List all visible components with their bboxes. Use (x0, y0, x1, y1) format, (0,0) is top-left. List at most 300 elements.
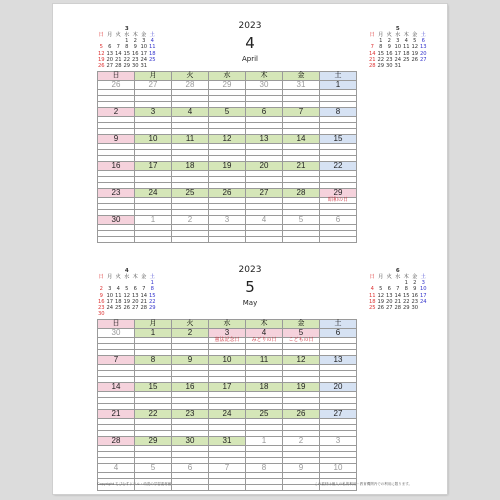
mini-weekday: 土 (149, 274, 155, 280)
mini-day: 28 (140, 305, 148, 312)
mini-day: 20 (106, 56, 114, 63)
mini-day: 15 (377, 50, 385, 57)
mini-day: 21 (394, 298, 402, 305)
mini-day: 13 (385, 292, 393, 299)
month-grid (97, 319, 357, 491)
mini-day: 11 (402, 44, 410, 51)
mini-day: 18 (148, 50, 156, 57)
mini-day: 7 (116, 44, 120, 51)
mini-day (419, 63, 428, 69)
day-cell[interactable]: 5 (283, 216, 320, 225)
day-cell[interactable]: 11 (246, 356, 283, 365)
day-cell[interactable]: 4 (98, 464, 135, 473)
day-cell[interactable]: 6 (320, 216, 357, 225)
mini-day: 13 (131, 292, 139, 299)
week-row (98, 108, 357, 117)
day-cell[interactable]: 27 (246, 189, 283, 198)
mini-weekday: 金 (141, 32, 147, 38)
day-cell[interactable]: 31 (283, 81, 320, 90)
mini-day: 9 (413, 286, 417, 293)
mini-day: 17 (106, 298, 114, 305)
year-label: 2023 (238, 265, 262, 275)
mini-weekday: 土 (420, 32, 426, 38)
mini-weekday: 水 (124, 274, 130, 280)
day-cell[interactable]: 27 (135, 81, 172, 90)
day-cell[interactable]: 7 (98, 356, 135, 365)
day-cell[interactable]: 22 (320, 162, 357, 171)
week-row (98, 162, 357, 171)
day-cell[interactable]: 1 (246, 437, 283, 446)
day-cell[interactable]: 8 (320, 108, 357, 117)
mini-day: 10 (419, 286, 427, 293)
mini-weekday: 月 (378, 274, 384, 280)
memo-line[interactable] (320, 237, 357, 243)
day-cell[interactable]: 13 (246, 135, 283, 144)
mini-weekday: 金 (141, 274, 147, 280)
day-cell[interactable]: 2 (172, 329, 209, 338)
day-cell[interactable]: 16 (172, 383, 209, 392)
mini-day: 20 (419, 50, 427, 57)
mini-day: 29 (402, 305, 410, 312)
week-row (98, 437, 357, 446)
month-english: May (242, 299, 258, 307)
mini-day: 4 (150, 38, 154, 45)
day-cell[interactable]: 10 (209, 356, 246, 365)
mini-day (148, 63, 157, 69)
day-cell[interactable]: 25 (172, 189, 209, 198)
weekday-header: 金 (283, 72, 320, 81)
mini-day (411, 63, 420, 69)
mini-calendar-title: 5 (395, 26, 400, 32)
day-cell[interactable]: 27 (320, 410, 357, 419)
mini-day: 8 (379, 44, 383, 51)
mini-day (131, 311, 140, 317)
mini-day: 9 (133, 44, 137, 51)
day-cell[interactable]: 5 (209, 108, 246, 117)
day-cell[interactable]: 17 (209, 383, 246, 392)
mini-day: 23 (131, 56, 139, 63)
mini-day: 20 (131, 298, 139, 305)
week-row (98, 410, 357, 419)
mini-day: 12 (377, 292, 385, 299)
mini-day: 23 (385, 56, 393, 63)
mini-day: 2 (99, 286, 103, 293)
day-cell[interactable]: 21 (98, 410, 135, 419)
mini-day: 12 (123, 292, 131, 299)
mini-weekday: 月 (107, 274, 113, 280)
day-cell[interactable]: 6 (320, 329, 357, 338)
mini-day: 14 (394, 292, 402, 299)
mini-day: 1 (125, 38, 129, 45)
mini-day: 3 (421, 280, 425, 287)
mini-day: 6 (133, 286, 137, 293)
mini-day: 9 (387, 44, 391, 51)
weekday-header: 木 (246, 72, 283, 81)
mini-day: 25 (402, 56, 410, 63)
day-cell[interactable]: 14 (98, 383, 135, 392)
mini-day: 2 (133, 38, 137, 45)
day-cell[interactable]: 6 (246, 108, 283, 117)
day-cell[interactable]: 29 (209, 81, 246, 90)
weekday-header: 月 (135, 72, 172, 81)
day-cell[interactable]: 23 (98, 189, 135, 198)
day-cell[interactable]: 19 (209, 162, 246, 171)
mini-day: 3 (396, 38, 400, 45)
mini-day: 11 (148, 44, 156, 51)
weekday-header: 月 (135, 320, 172, 329)
mini-day: 4 (404, 38, 408, 45)
mini-day: 5 (413, 38, 417, 45)
calendar-page (53, 4, 447, 494)
mini-day: 28 (394, 305, 402, 312)
mini-weekday: 日 (98, 274, 104, 280)
mini-day: 17 (140, 50, 148, 57)
year-label: 2023 (238, 21, 262, 31)
day-cell[interactable]: 25 (246, 410, 283, 419)
mini-day: 21 (114, 56, 122, 63)
mini-day: 16 (97, 298, 105, 305)
day-cell[interactable]: 30 (98, 329, 135, 338)
mini-day: 27 (131, 305, 139, 312)
week-row (98, 189, 357, 198)
memo-line[interactable] (135, 237, 172, 243)
weekday-header: 水 (209, 320, 246, 329)
mini-day: 6 (421, 38, 425, 45)
mini-day: 27 (385, 305, 393, 312)
mini-day: 10 (140, 44, 148, 51)
month-number: 4 (245, 34, 255, 52)
mini-day: 17 (394, 50, 402, 57)
day-cell[interactable]: 24 (209, 410, 246, 419)
month-number: 5 (245, 278, 255, 296)
mini-day: 14 (114, 50, 122, 57)
day-cell[interactable]: 3 (209, 216, 246, 225)
day-cell[interactable]: 26 (98, 81, 135, 90)
day-cell[interactable]: 28 (172, 81, 209, 90)
day-cell[interactable]: 26 (209, 189, 246, 198)
mini-day: 21 (368, 56, 376, 63)
mini-day: 14 (368, 50, 376, 57)
day-cell[interactable]: 29 (135, 437, 172, 446)
mini-day: 15 (402, 292, 410, 299)
mini-day: 17 (419, 292, 427, 299)
mini-day: 31 (140, 63, 148, 70)
weekday-header: 日 (98, 320, 135, 329)
mini-day: 30 (97, 311, 105, 318)
mini-day (148, 311, 157, 317)
day-cell[interactable]: 3 (209, 329, 246, 338)
day-cell[interactable]: 28 (283, 189, 320, 198)
mini-day: 3 (108, 286, 112, 293)
mini-day: 15 (123, 50, 131, 57)
mini-day: 19 (123, 298, 131, 305)
mini-day: 5 (379, 286, 383, 293)
memo-line[interactable] (209, 237, 246, 243)
mini-day: 28 (114, 63, 122, 70)
mini-day: 29 (377, 63, 385, 70)
weekday-header: 火 (172, 72, 209, 81)
mini-weekday: 日 (369, 274, 375, 280)
memo-line[interactable] (98, 237, 135, 243)
month-grid (97, 71, 357, 243)
mini-day: 26 (377, 305, 385, 312)
day-cell[interactable]: 6 (172, 464, 209, 473)
mini-day: 10 (394, 44, 402, 51)
mini-weekday: 日 (98, 32, 104, 38)
day-cell[interactable]: 2 (98, 108, 135, 117)
mini-weekday: 木 (132, 32, 138, 38)
mini-day: 13 (419, 44, 427, 51)
mini-day: 22 (377, 56, 385, 63)
day-cell[interactable]: 19 (283, 383, 320, 392)
mini-day: 25 (114, 305, 122, 312)
mini-calendar-row (97, 311, 157, 317)
mini-day: 30 (131, 63, 139, 70)
day-cell[interactable]: 4 (172, 108, 209, 117)
mini-day: 16 (411, 292, 419, 299)
day-cell[interactable]: 12 (209, 135, 246, 144)
mini-day: 18 (402, 50, 410, 57)
weekday-header: 金 (283, 320, 320, 329)
weekday-header: 日 (98, 72, 135, 81)
mini-calendar-row (368, 63, 428, 69)
day-cell[interactable]: 31 (209, 437, 246, 446)
mini-day: 1 (150, 280, 154, 287)
mini-weekday: 火 (115, 32, 121, 38)
mini-day: 1 (379, 38, 383, 45)
mini-day: 3 (142, 38, 146, 45)
memo-line[interactable] (172, 237, 209, 243)
mini-weekday: 金 (412, 274, 418, 280)
day-cell[interactable]: 20 (246, 162, 283, 171)
month-english: April (242, 55, 258, 63)
day-cell[interactable]: 14 (283, 135, 320, 144)
mini-weekday: 金 (412, 32, 418, 38)
day-cell[interactable]: 17 (135, 162, 172, 171)
mini-day: 26 (411, 56, 419, 63)
week-row (98, 464, 357, 473)
week-row (98, 216, 357, 225)
day-cell[interactable]: 8 (135, 356, 172, 365)
footer (97, 482, 412, 487)
month-header (53, 21, 447, 63)
mini-day: 18 (368, 298, 376, 305)
mini-day: 24 (140, 56, 148, 63)
day-cell[interactable]: 7 (283, 108, 320, 117)
day-cell[interactable]: 30 (98, 216, 135, 225)
week-row (98, 81, 357, 90)
mini-day: 29 (148, 305, 156, 312)
holiday-note: みどりの日 (246, 338, 283, 344)
mini-weekday: 火 (386, 32, 392, 38)
holiday-note: 憲法記念日 (209, 338, 246, 344)
day-cell[interactable]: 16 (98, 162, 135, 171)
day-cell[interactable]: 2 (283, 437, 320, 446)
day-cell[interactable]: 21 (283, 162, 320, 171)
mini-day: 4 (116, 286, 120, 293)
weekday-header: 火 (172, 320, 209, 329)
mini-weekday: 火 (115, 274, 121, 280)
mini-day (402, 63, 411, 69)
day-cell[interactable]: 1 (135, 329, 172, 338)
mini-day: 25 (148, 56, 156, 63)
mini-calendar-row (97, 63, 157, 69)
mini-day: 18 (114, 298, 122, 305)
mini-weekday: 水 (395, 32, 401, 38)
day-cell[interactable]: 18 (246, 383, 283, 392)
copyright-text: Copyright ちびむすドリル・幼児の学習素材館 (97, 482, 172, 486)
mini-day: 31 (394, 63, 402, 70)
weekday-header: 土 (320, 72, 357, 81)
day-cell[interactable]: 24 (135, 189, 172, 198)
weekday-header: 木 (246, 320, 283, 329)
day-cell[interactable]: 2 (172, 216, 209, 225)
mini-calendar-title: 4 (124, 268, 129, 274)
day-cell[interactable]: 15 (135, 383, 172, 392)
mini-day: 19 (97, 56, 105, 63)
mini-day (140, 311, 149, 317)
mini-weekday: 月 (107, 32, 113, 38)
mini-day: 12 (411, 44, 419, 51)
mini-day: 8 (150, 286, 154, 293)
mini-calendar-title: 6 (395, 268, 400, 274)
day-cell[interactable]: 10 (320, 464, 357, 473)
day-cell[interactable]: 7 (209, 464, 246, 473)
holiday-note: こどもの日 (283, 338, 320, 344)
mini-day: 15 (148, 292, 156, 299)
day-cell[interactable]: 3 (135, 108, 172, 117)
day-cell[interactable]: 29 (320, 189, 357, 198)
mini-day: 24 (419, 298, 427, 305)
mini-weekday: 日 (369, 32, 375, 38)
mini-day: 30 (411, 305, 419, 312)
mini-day: 16 (385, 50, 393, 57)
mini-day: 6 (108, 44, 112, 51)
mini-weekday: 木 (132, 274, 138, 280)
mini-day: 8 (404, 286, 408, 293)
mini-day: 7 (396, 286, 400, 293)
mini-weekday: 月 (378, 32, 384, 38)
mini-day (114, 311, 123, 317)
day-cell[interactable]: 18 (172, 162, 209, 171)
mini-day: 22 (148, 298, 156, 305)
mini-weekday: 火 (386, 274, 392, 280)
mini-day: 10 (106, 292, 114, 299)
mini-day: 7 (142, 286, 146, 293)
day-cell[interactable]: 22 (135, 410, 172, 419)
day-cell[interactable]: 4 (246, 329, 283, 338)
memo-line[interactable] (283, 237, 320, 243)
day-cell[interactable]: 1 (320, 81, 357, 90)
mini-day: 7 (370, 44, 374, 51)
day-cell[interactable]: 26 (283, 410, 320, 419)
day-cell[interactable]: 12 (283, 356, 320, 365)
day-cell[interactable]: 5 (135, 464, 172, 473)
memo-row (98, 237, 357, 243)
mini-day: 2 (413, 280, 417, 287)
day-cell[interactable]: 3 (320, 437, 357, 446)
mini-day: 27 (106, 63, 114, 70)
memo-line[interactable] (246, 237, 283, 243)
mini-weekday: 水 (395, 274, 401, 280)
weekday-header: 土 (320, 320, 357, 329)
week-row (98, 356, 357, 365)
mini-day: 13 (106, 50, 114, 57)
mini-day: 14 (140, 292, 148, 299)
mini-day: 1 (404, 280, 408, 287)
day-cell[interactable]: 28 (98, 437, 135, 446)
mini-day (123, 311, 132, 317)
day-cell[interactable]: 9 (172, 356, 209, 365)
mini-day: 2 (387, 38, 391, 45)
month-header (53, 265, 447, 307)
week-row (98, 135, 357, 144)
mini-weekday: 木 (403, 274, 409, 280)
day-cell[interactable]: 9 (283, 464, 320, 473)
mini-day: 29 (123, 63, 131, 70)
usage-notice: この素材は個人の私的利用・教育機関内での利用に限ります。 (314, 482, 412, 486)
mini-day: 25 (368, 305, 376, 312)
mini-calendar-title: 3 (124, 26, 129, 32)
mini-day (106, 311, 115, 317)
mini-day: 11 (368, 292, 376, 299)
mini-day: 21 (140, 298, 148, 305)
mini-day: 5 (99, 44, 103, 51)
mini-day: 19 (377, 298, 385, 305)
mini-day: 26 (123, 305, 131, 312)
mini-weekday: 土 (149, 32, 155, 38)
mini-day: 8 (125, 44, 129, 51)
day-cell[interactable]: 30 (172, 437, 209, 446)
mini-day: 6 (387, 286, 391, 293)
holiday-note: 昭和の日 (320, 198, 357, 204)
mini-day: 4 (370, 286, 374, 293)
day-cell[interactable]: 13 (320, 356, 357, 365)
day-cell[interactable]: 15 (320, 135, 357, 144)
mini-weekday: 水 (124, 32, 130, 38)
mini-day: 19 (411, 50, 419, 57)
day-cell[interactable]: 9 (98, 135, 135, 144)
mini-day: 24 (394, 56, 402, 63)
day-cell[interactable]: 23 (172, 410, 209, 419)
mini-day: 27 (419, 56, 427, 63)
mini-weekday: 木 (403, 32, 409, 38)
mini-day: 26 (97, 63, 105, 70)
day-cell[interactable]: 10 (135, 135, 172, 144)
mini-weekday: 土 (420, 274, 426, 280)
day-cell[interactable]: 4 (246, 216, 283, 225)
day-cell[interactable]: 8 (246, 464, 283, 473)
mini-day: 22 (402, 298, 410, 305)
day-cell[interactable]: 20 (320, 383, 357, 392)
day-cell[interactable]: 11 (172, 135, 209, 144)
day-cell[interactable]: 30 (246, 81, 283, 90)
day-cell[interactable]: 5 (283, 329, 320, 338)
mini-day: 20 (385, 298, 393, 305)
mini-day: 30 (385, 63, 393, 70)
mini-day: 28 (368, 63, 376, 70)
mini-day: 23 (97, 305, 105, 312)
mini-day: 5 (125, 286, 129, 293)
day-cell[interactable]: 1 (135, 216, 172, 225)
weekday-header: 水 (209, 72, 246, 81)
mini-day: 23 (411, 298, 419, 305)
mini-day: 16 (131, 50, 139, 57)
mini-day: 9 (99, 292, 103, 299)
mini-day: 11 (114, 292, 122, 299)
mini-day: 24 (106, 305, 114, 312)
week-row (98, 383, 357, 392)
